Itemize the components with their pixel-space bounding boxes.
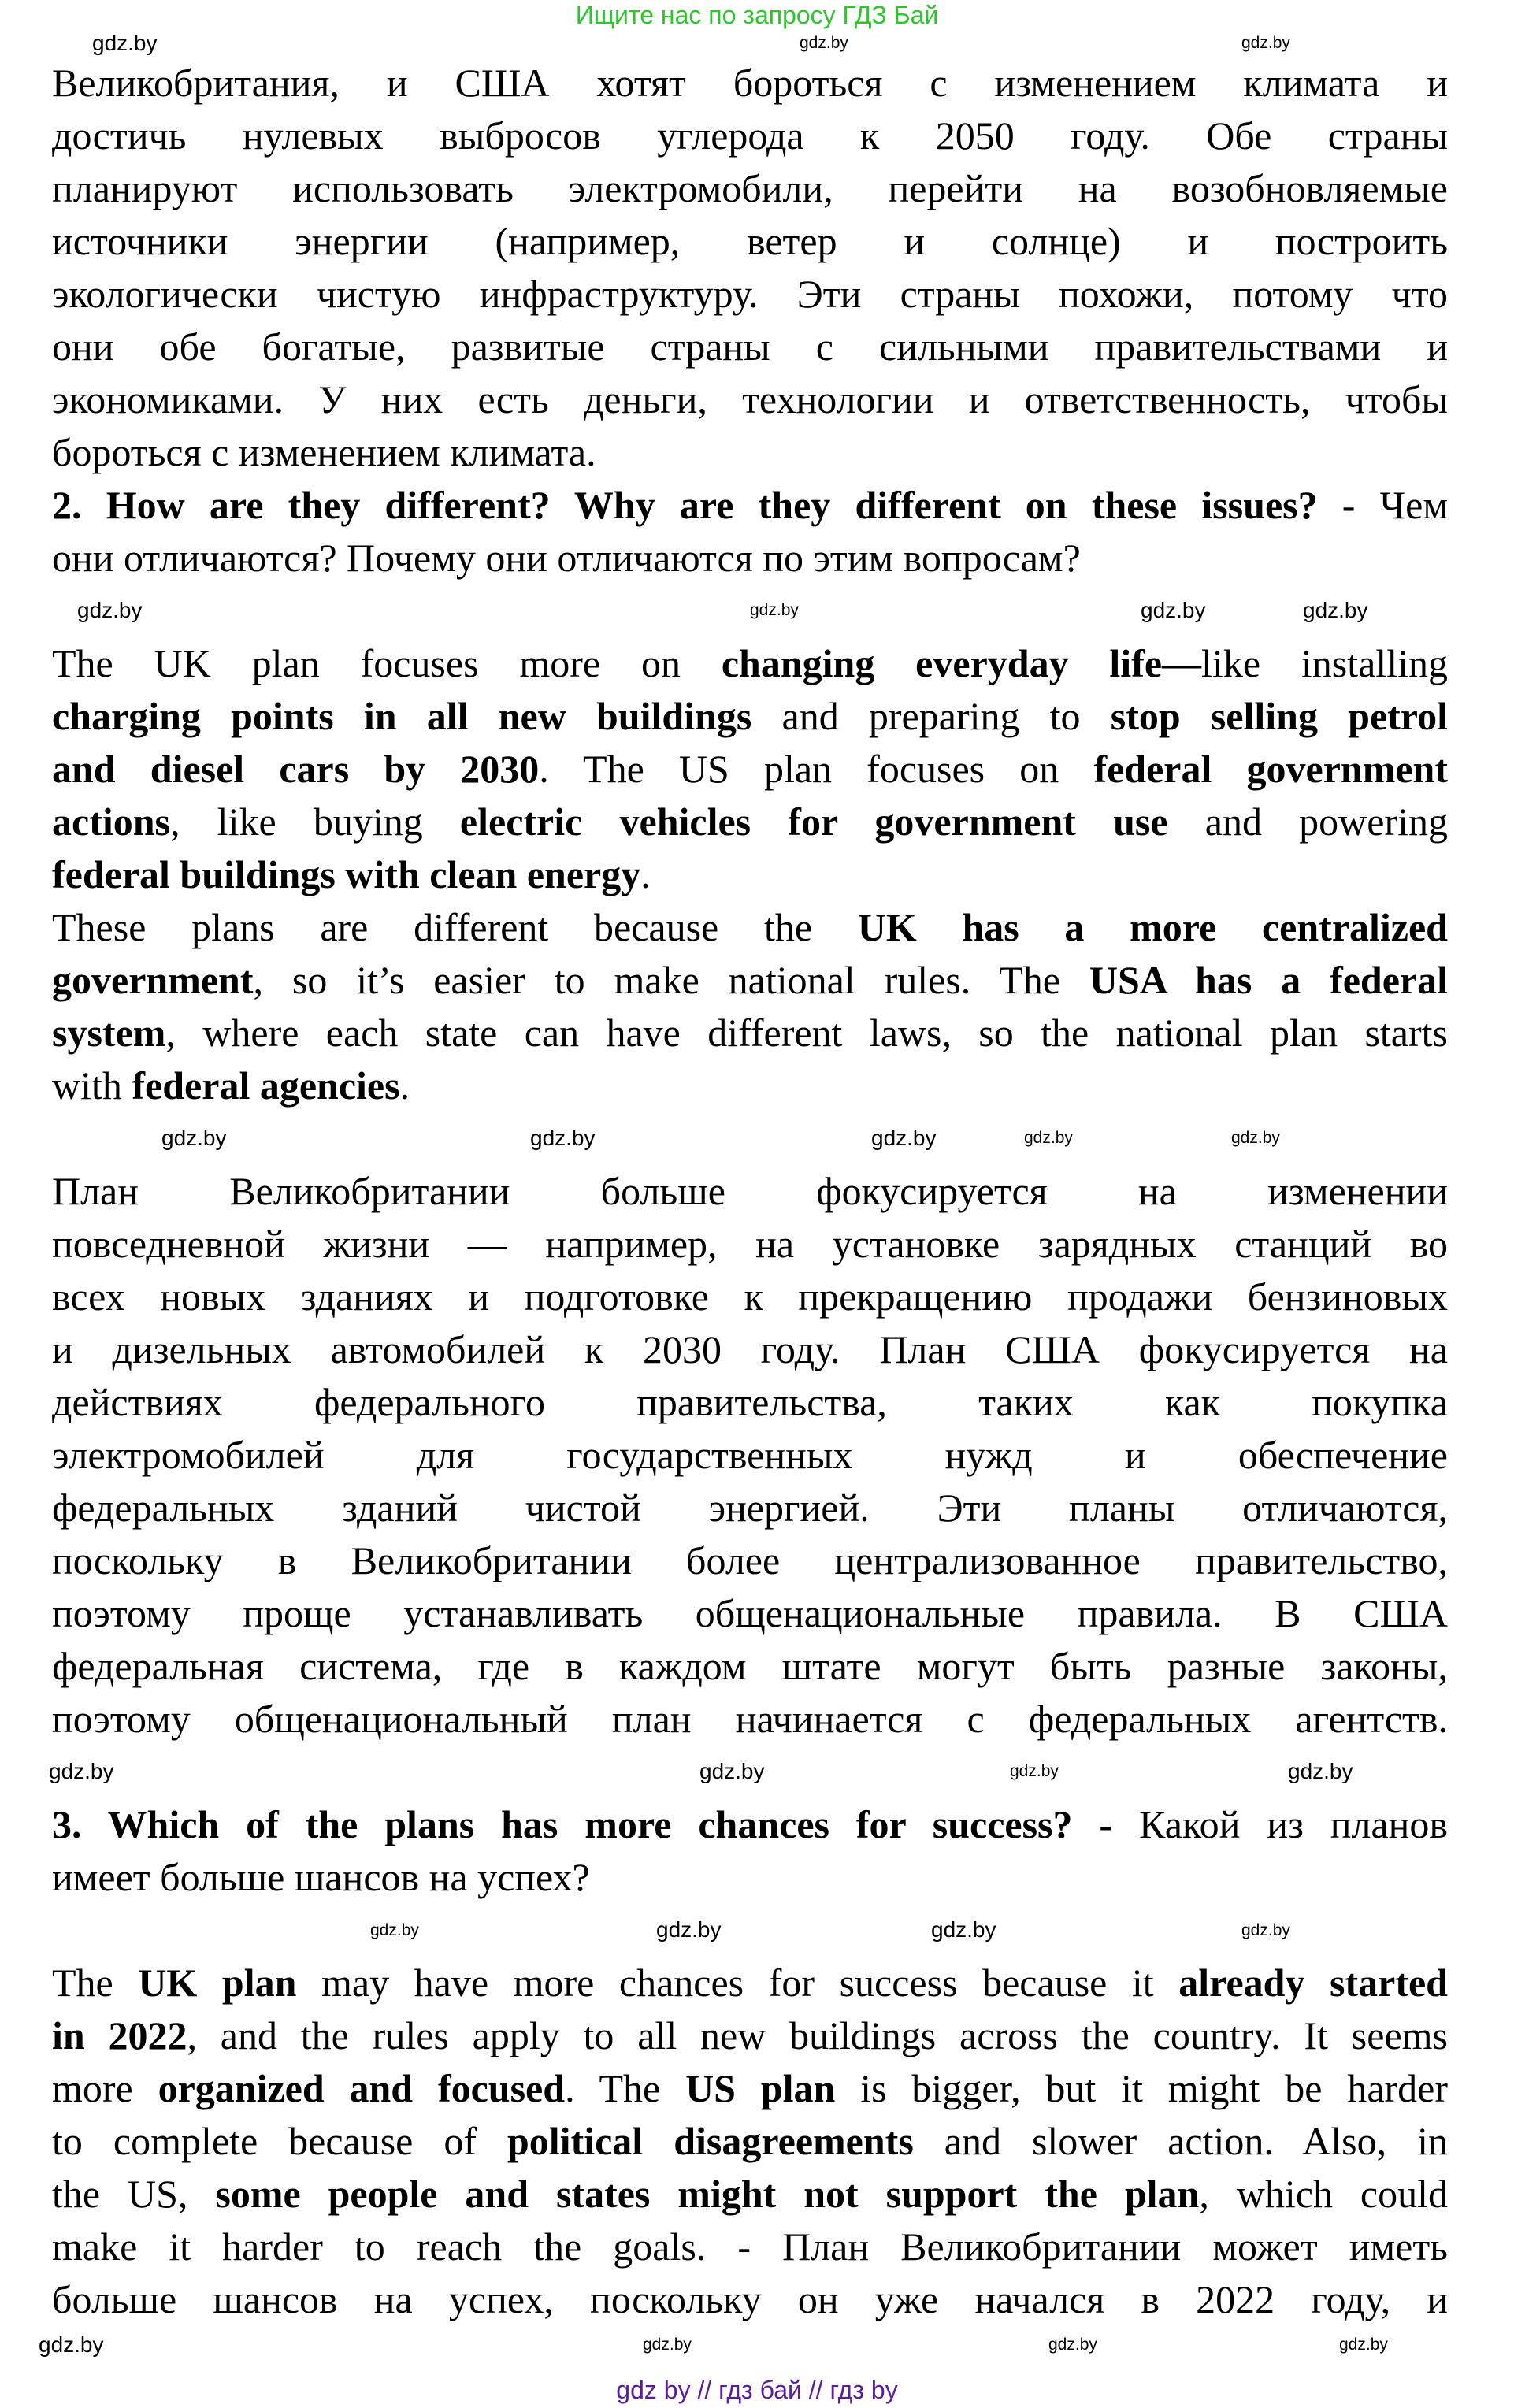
text: to complete because of	[52, 2119, 507, 2163]
text: повседневной жизни — например, на установке зарядных станций во	[52, 1222, 1448, 1266]
bold-text: US plan	[685, 2066, 836, 2110]
text: они обе богатые, развитые страны с сильными правительствами и	[52, 325, 1448, 369]
text-line	[52, 637, 1448, 690]
text-line	[52, 373, 1448, 426]
watermark: gdz.by	[1024, 1129, 1073, 1147]
text-line	[52, 1587, 1448, 1640]
watermark: gdz.by	[643, 2336, 692, 2354]
text-line	[52, 1376, 1448, 1429]
watermark: gdz.by	[39, 2332, 104, 2357]
text-line	[52, 426, 1448, 479]
text-line	[52, 162, 1448, 215]
text: more	[52, 2066, 158, 2110]
text: Чем	[1355, 483, 1448, 527]
text: федеральных зданий чистой энергией. Эти планы отличаются,	[52, 1486, 1448, 1530]
text: The	[52, 1961, 139, 2005]
text-line	[52, 1165, 1448, 1218]
text: всех новых зданиях и подготовке к прекращению продажи бензиновых	[52, 1274, 1448, 1319]
watermark: gdz.by	[800, 34, 848, 52]
text: The UK plan focuses more on	[52, 641, 722, 685]
text-line	[52, 321, 1448, 373]
bold-text: government	[52, 958, 254, 1002]
bold-text: and diesel cars by 2030	[52, 747, 540, 791]
text-line	[52, 1323, 1448, 1376]
text-line	[52, 1957, 1448, 2009]
text-line	[52, 1851, 1448, 1904]
text: . The US plan focuses on	[539, 747, 1094, 791]
question-3	[52, 1798, 1448, 1904]
text: , and the rules apply to all new buildings across the country. It seems	[187, 2013, 1448, 2057]
text: федеральная система, где в каждом штате могут быть разные законы,	[52, 1644, 1448, 1688]
text-line	[52, 690, 1448, 743]
watermark: gdz.by	[1048, 2336, 1097, 2354]
text: имеет больше шансов на успех?	[52, 1855, 590, 1899]
text-line	[52, 268, 1448, 321]
text: , where each state can have different laws, so the national plan starts	[165, 1011, 1448, 1055]
text-line	[52, 1640, 1448, 1693]
bold-text: 3. Which of the plans has more chances for success? -	[52, 1802, 1113, 1846]
text-line	[52, 1059, 1448, 1112]
text-line	[52, 954, 1448, 1007]
text-line	[52, 2115, 1448, 2168]
text: and powering	[1167, 800, 1448, 844]
blank-line	[52, 1904, 1448, 1957]
watermark: gdz.by	[931, 1917, 996, 1942]
text-line	[52, 2221, 1448, 2273]
text-line	[52, 2009, 1448, 2062]
watermark: gdz.by	[871, 1126, 937, 1150]
text-line	[52, 215, 1448, 268]
text: with	[52, 1063, 132, 1108]
text: источники энергии (например, ветер и солнце) и построить	[52, 219, 1448, 263]
text: These plans are different because the	[52, 905, 858, 949]
watermark: gdz.by	[699, 1759, 765, 1783]
watermark: gdz.by	[1339, 2336, 1388, 2354]
text: они отличаются? Почему они отличаются по этим вопросам?	[52, 536, 1081, 580]
text: поэтому общенациональный план начинается с федеральных агентств.	[52, 1697, 1448, 1741]
footer-links[interactable]: gdz by // гдз бай // гдз by	[616, 2376, 898, 2404]
text-line	[52, 479, 1448, 532]
text-line	[52, 901, 1448, 954]
text-line	[52, 532, 1448, 584]
bold-text: charging points in all new buildings	[52, 694, 752, 738]
bold-text: in 2022	[52, 2013, 187, 2057]
answer-2-english	[52, 637, 1448, 1112]
bold-text: organized and focused	[158, 2066, 566, 2110]
watermark: gdz.by	[750, 601, 799, 619]
text: планируют использовать электромобили, перейти на возобновляемые	[52, 166, 1448, 210]
text-line	[52, 1534, 1448, 1587]
bold-text: system	[52, 1011, 166, 1055]
text: Великобритания, и США хотят бороться с изменением климата и	[52, 61, 1448, 105]
text: make it harder to reach the goals. - План Великобритании может иметь	[52, 2224, 1448, 2269]
bold-text: UK plan	[138, 1961, 297, 2005]
text: действиях федерального правительства, таких как покупка	[52, 1380, 1448, 1424]
watermark: gdz.by	[370, 1921, 419, 1939]
watermark: gdz.by	[1141, 598, 1206, 622]
text: поскольку в Великобритании более централизованное правительство,	[52, 1538, 1448, 1582]
watermark: gdz.by	[1288, 1759, 1353, 1783]
watermark: gdz.by	[49, 1759, 114, 1783]
text-line	[52, 1693, 1448, 1746]
text-line	[52, 1482, 1448, 1534]
watermark: gdz.by	[1231, 1129, 1280, 1147]
bold-text: electric vehicles for government use	[459, 800, 1168, 844]
text-line	[52, 1429, 1448, 1482]
bold-text: federal agencies	[132, 1063, 400, 1108]
bold-text: actions	[52, 800, 170, 844]
watermark: gdz.by	[92, 31, 158, 55]
bold-text: 2. How are they different? Why are they different on these issues? -	[52, 483, 1356, 527]
bold-text: federal government	[1093, 747, 1449, 791]
watermark: gdz.by	[656, 1917, 722, 1942]
text: экономиками. У них есть деньги, технологии и ответственность, чтобы	[52, 377, 1448, 421]
text-line	[52, 2062, 1448, 2115]
text: План Великобритании больше фокусируется на изменении	[52, 1169, 1448, 1213]
text-line	[52, 848, 1448, 901]
answer-3	[52, 1957, 1448, 2326]
text: .	[640, 852, 651, 896]
text: поэтому проще устанавливать общенациональные правила. В США	[52, 1591, 1448, 1635]
text: the US,	[52, 2172, 216, 2216]
bold-text: UK has a more centralized	[857, 905, 1448, 949]
text: экологически чистую инфраструктуру. Эти страны похожи, потому что	[52, 272, 1448, 316]
bold-text: some people and states might not support the plan	[215, 2172, 1200, 2216]
watermark: gdz.by	[1241, 1921, 1290, 1939]
text: , which could	[1199, 2172, 1448, 2216]
text-line	[52, 2273, 1448, 2326]
text-line	[52, 1218, 1448, 1271]
text: .	[399, 1063, 410, 1108]
text: , so it’s easier to make national rules. The	[253, 958, 1089, 1002]
question-2	[52, 479, 1448, 584]
watermark: gdz.by	[530, 1126, 596, 1150]
text: —like installing	[1162, 641, 1448, 685]
text: is bigger, but it might be harder	[835, 2066, 1449, 2110]
text: электромобилей для государственных нужд и обеспечение	[52, 1433, 1448, 1477]
text-line	[52, 57, 1448, 109]
text: и дизельных автомобилей к 2030 году. План США фокусируется на	[52, 1327, 1448, 1371]
bold-text: already started	[1178, 1961, 1448, 2005]
text: may have more chances for success because it	[296, 1961, 1179, 2005]
text: Какой из планов	[1112, 1802, 1449, 1846]
bold-text: federal buildings with clean energy	[52, 852, 641, 896]
bold-text: stop selling petrol	[1110, 694, 1448, 738]
russian-similarity-answer	[52, 57, 1448, 479]
text-line	[52, 2168, 1448, 2221]
watermark: gdz.by	[1303, 598, 1368, 622]
text: , like buying	[170, 800, 460, 844]
text: достичь нулевых выбросов углерода к 2050 году. Обе страны	[52, 113, 1448, 158]
text: бороться с изменением климата.	[52, 430, 596, 474]
text: and slower action. Also, in	[913, 2119, 1448, 2163]
text: and preparing to	[751, 694, 1111, 738]
search-hint-banner: Ищите нас по запросу ГДЗ Бай	[575, 1, 939, 29]
text-line	[52, 743, 1448, 796]
watermark: gdz.by	[1010, 1762, 1059, 1780]
bold-text: USA has a federal	[1089, 958, 1449, 1002]
watermark: gdz.by	[77, 598, 143, 622]
bold-text: political disagreements	[507, 2119, 914, 2163]
watermark: gdz.by	[161, 1126, 227, 1150]
text-line	[52, 109, 1448, 162]
text-line	[52, 1798, 1448, 1851]
text-line	[52, 1271, 1448, 1323]
bold-text: changing everyday life	[721, 641, 1163, 685]
text-line	[52, 796, 1448, 848]
text: больше шансов на успех, поскольку он уже начался в 2022 году, и	[52, 2277, 1448, 2321]
text-line	[52, 1007, 1448, 1059]
text: . The	[565, 2066, 686, 2110]
watermark: gdz.by	[1241, 34, 1290, 52]
document-body	[52, 57, 1448, 2326]
answer-2-russian	[52, 1165, 1448, 1746]
